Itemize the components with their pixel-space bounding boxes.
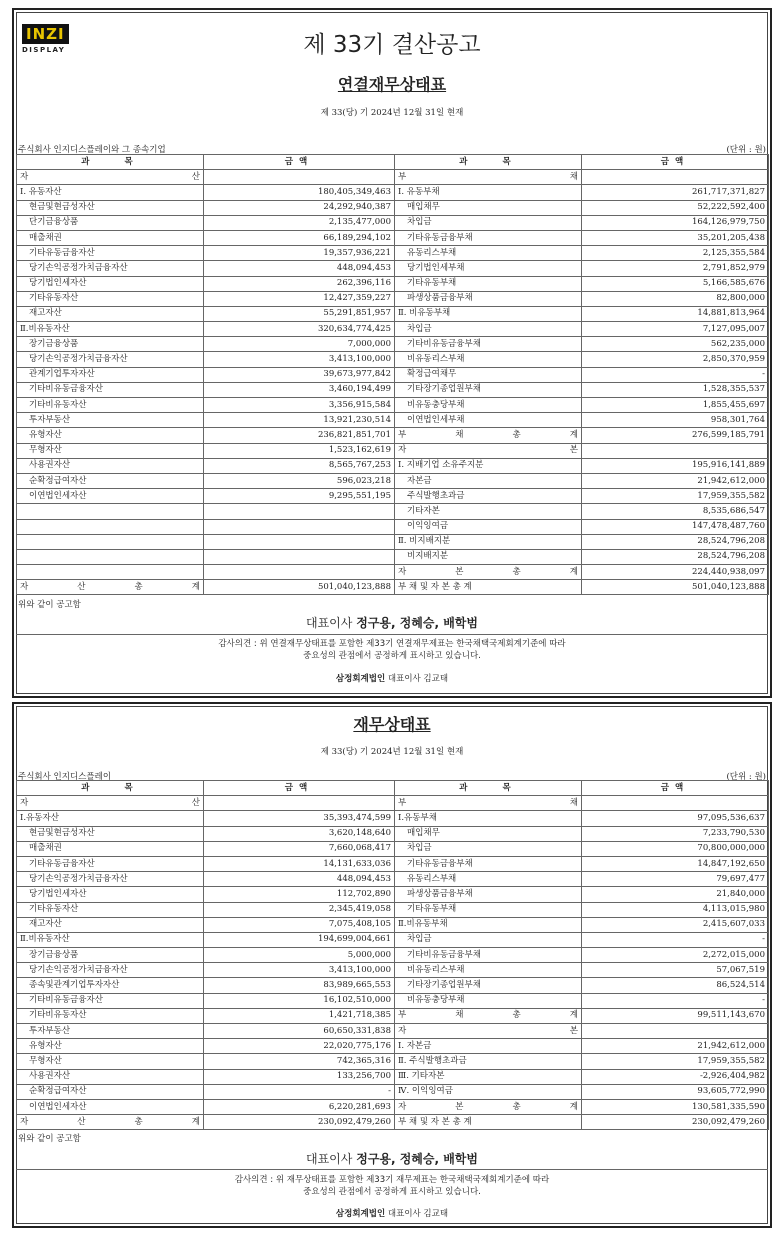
column-header: 금액	[204, 781, 395, 796]
account-amount: 276,599,185,791	[582, 428, 769, 443]
account-name: 비유동충당부채	[395, 398, 582, 413]
account-name: 기타유동금융자산	[17, 246, 204, 261]
section-label-assets: 자 산	[17, 796, 204, 811]
table-row	[17, 306, 769, 321]
account-amount: 2,345,419,058	[204, 902, 395, 917]
table-row	[17, 534, 769, 549]
account-amount: 261,717,371,827	[582, 185, 769, 200]
column-header: 금액	[582, 781, 769, 796]
account-name: 기타유동부채	[395, 902, 582, 917]
account-amount: 1,855,455,697	[582, 398, 769, 413]
account-amount: 2,125,355,584	[582, 246, 769, 261]
account-name: 자 산 총 계	[17, 580, 204, 595]
account-amount: 93,605,772,990	[582, 1084, 769, 1099]
account-name: Ⅱ.비유동부채	[395, 917, 582, 932]
table-row	[17, 1008, 769, 1023]
table-row	[17, 917, 769, 932]
account-name: 자 산 총 계	[17, 1115, 204, 1130]
table-row	[17, 993, 769, 1008]
audit-line-1: 감사의견 : 위 재무상태표를 포함한 제33기 재무제표는 한국채택국제회계기준에 따라	[234, 1175, 550, 1185]
account-amount: 24,292,940,387	[204, 200, 395, 215]
account-name: 부 채 총 계	[395, 428, 582, 443]
account-amount: 5,000,000	[204, 948, 395, 963]
account-name	[17, 534, 204, 549]
account-name: 유동리스부채	[395, 246, 582, 261]
consolidated-unit: (단위 : 원)	[726, 145, 766, 155]
account-amount: 596,023,218	[204, 473, 395, 488]
account-name: 단기금융상품	[17, 215, 204, 230]
account-name: 기타장기종업원부채	[395, 978, 582, 993]
table-row	[17, 1069, 769, 1084]
account-name: 자 본	[395, 1024, 582, 1039]
account-name: Ⅰ. 유동부채	[395, 185, 582, 200]
account-amount: 2,850,370,959	[582, 352, 769, 367]
account-name: 기타유동금융부채	[395, 230, 582, 245]
section-row	[17, 170, 769, 185]
account-name: 파생상품금융부채	[395, 291, 582, 306]
separate-title: 재무상태표	[353, 715, 431, 734]
account-amount: 224,440,938,097	[582, 565, 769, 580]
account-amount	[582, 1024, 769, 1039]
account-name: 기타자본	[395, 504, 582, 519]
table-row	[17, 565, 769, 580]
account-amount: 83,989,665,553	[204, 978, 395, 993]
account-name: Ⅱ. 비유동부채	[395, 306, 582, 321]
account-name: 장기금융상품	[17, 337, 204, 352]
account-amount: 9,295,551,195	[204, 489, 395, 504]
account-name: 파생상품금융부채	[395, 887, 582, 902]
column-header: 과 목	[395, 781, 582, 796]
account-amount: 2,415,607,033	[582, 917, 769, 932]
table-row	[17, 443, 769, 458]
account-name: 기타비유동자산	[17, 398, 204, 413]
table-row	[17, 811, 769, 826]
account-amount: 4,113,015,980	[582, 902, 769, 917]
account-name: 현금및현금성자산	[17, 200, 204, 215]
account-amount: 7,000,000	[204, 337, 395, 352]
account-name: Ⅱ. 비지배지분	[395, 534, 582, 549]
account-amount: 147,478,487,760	[582, 519, 769, 534]
separate-table-body	[17, 781, 769, 1130]
table-row	[17, 428, 769, 443]
separate-audit-opinion	[14, 1174, 770, 1198]
account-amount: 7,075,408,105	[204, 917, 395, 932]
table-row	[17, 382, 769, 397]
account-amount: 7,127,095,007	[582, 322, 769, 337]
table-row	[17, 902, 769, 917]
account-name: Ⅱ.비유동자산	[17, 322, 204, 337]
account-name: 순확정급여자산	[17, 1084, 204, 1099]
table-row	[17, 489, 769, 504]
account-name: 차입금	[395, 932, 582, 947]
account-name: 차입금	[395, 322, 582, 337]
table-row	[17, 473, 769, 488]
account-amount: 133,256,700	[204, 1069, 395, 1084]
account-name: 매입채무	[395, 200, 582, 215]
column-header: 과 목	[17, 781, 204, 796]
account-name: 재고자산	[17, 306, 204, 321]
table-row	[17, 1039, 769, 1054]
account-amount: 99,511,143,670	[582, 1008, 769, 1023]
account-name: 당기손익공정가치금융자산	[17, 261, 204, 276]
account-amount: 262,396,116	[204, 276, 395, 291]
table-row	[17, 246, 769, 261]
account-name: 기타유동자산	[17, 902, 204, 917]
account-amount: 1,528,355,537	[582, 382, 769, 397]
account-amount: 35,393,474,599	[204, 811, 395, 826]
account-name: 비지배지분	[395, 549, 582, 564]
account-amount: 82,800,000	[582, 291, 769, 306]
table-row	[17, 185, 769, 200]
account-name: 기타유동부채	[395, 276, 582, 291]
account-name: 재고자산	[17, 917, 204, 932]
account-amount: -	[582, 993, 769, 1008]
account-amount: 6,220,281,693	[204, 1099, 395, 1114]
table-row	[17, 1099, 769, 1114]
account-amount: 86,524,514	[582, 978, 769, 993]
section-row	[17, 796, 769, 811]
account-amount: 7,660,068,417	[204, 841, 395, 856]
consolidated-signer	[14, 614, 770, 631]
signer-prefix: 대표이사	[305, 616, 353, 630]
account-amount: 13,921,230,514	[204, 413, 395, 428]
account-name: Ⅰ. 자본금	[395, 1039, 582, 1054]
account-amount: 55,291,851,957	[204, 306, 395, 321]
table-header-row	[17, 781, 769, 796]
account-amount: 112,702,890	[204, 887, 395, 902]
audit-line-2: 중요성의 관점에서 공정하게 표시하고 있습니다.	[303, 651, 481, 661]
separate-auditor	[14, 1207, 770, 1219]
account-amount: 35,201,205,438	[582, 230, 769, 245]
separate-unit: (단위 : 원)	[726, 772, 766, 782]
account-amount	[204, 549, 395, 564]
account-name: 투자부동산	[17, 1024, 204, 1039]
account-name: 부 채 총 계	[395, 1008, 582, 1023]
page-title: 제 33기 결산공고	[303, 32, 481, 58]
account-amount: 3,356,915,584	[204, 398, 395, 413]
account-amount: 39,673,977,842	[204, 367, 395, 382]
account-name: Ⅰ. 유동자산	[17, 185, 204, 200]
auditor-firm: 삼정회계법인	[335, 1209, 386, 1219]
account-amount: -	[204, 1084, 395, 1099]
account-name	[17, 565, 204, 580]
table-row	[17, 872, 769, 887]
account-name: 기타장기종업원부채	[395, 382, 582, 397]
account-amount: 501,040,123,888	[582, 580, 769, 595]
table-row	[17, 1115, 769, 1130]
account-amount: 194,699,004,661	[204, 932, 395, 947]
account-name: 매출채권	[17, 230, 204, 245]
account-amount	[204, 519, 395, 534]
table-row	[17, 230, 769, 245]
account-name: 부 채 및 자 본 총 계	[395, 1115, 582, 1130]
account-name: 기타비유동금융부채	[395, 948, 582, 963]
account-amount: 57,067,519	[582, 963, 769, 978]
section-label-assets: 자 산	[17, 170, 204, 185]
account-name: 기타비유동자산	[17, 1008, 204, 1023]
account-amount: 195,916,141,889	[582, 458, 769, 473]
account-amount: 14,131,633,036	[204, 856, 395, 871]
account-name: 현금및현금성자산	[17, 826, 204, 841]
account-amount: 958,301,764	[582, 413, 769, 428]
account-name: 이연법인세자산	[17, 1099, 204, 1114]
account-name: 유형자산	[17, 428, 204, 443]
section-label-liabilities: 부 채	[395, 170, 582, 185]
table-row	[17, 856, 769, 871]
account-amount: 230,092,479,260	[204, 1115, 395, 1130]
consolidated-audit-opinion	[14, 638, 770, 662]
account-amount: 22,020,775,176	[204, 1039, 395, 1054]
table-row	[17, 963, 769, 978]
account-amount: 52,222,592,400	[582, 200, 769, 215]
account-amount: 70,800,000,000	[582, 841, 769, 856]
account-name: 비유동리스부채	[395, 963, 582, 978]
column-header: 과 목	[395, 155, 582, 170]
account-amount: 8,565,767,253	[204, 458, 395, 473]
account-amount: 5,166,585,676	[582, 276, 769, 291]
account-name: 기타비유동금융자산	[17, 382, 204, 397]
account-name: 무형자산	[17, 443, 204, 458]
table-row	[17, 398, 769, 413]
account-amount: 320,634,774,425	[204, 322, 395, 337]
account-amount: 2,135,477,000	[204, 215, 395, 230]
table-row	[17, 504, 769, 519]
account-amount: 164,126,979,750	[582, 215, 769, 230]
divider	[16, 634, 768, 635]
table-row	[17, 1084, 769, 1099]
account-amount	[204, 534, 395, 549]
signer-names: 정구용, 정혜승, 배학범	[356, 1152, 478, 1166]
account-name: 자 본 총 계	[395, 565, 582, 580]
signer-prefix: 대표이사	[305, 1152, 353, 1166]
table-row	[17, 932, 769, 947]
account-amount: 230,092,479,260	[582, 1115, 769, 1130]
account-amount: 79,697,477	[582, 872, 769, 887]
table-row	[17, 887, 769, 902]
table-row	[17, 413, 769, 428]
account-amount: 562,235,000	[582, 337, 769, 352]
account-name: 당기법인세자산	[17, 887, 204, 902]
table-row	[17, 580, 769, 595]
account-amount: 2,272,015,000	[582, 948, 769, 963]
account-name: 기타유동금융자산	[17, 856, 204, 871]
account-name: 자 본	[395, 443, 582, 458]
account-amount	[204, 565, 395, 580]
table-row	[17, 1024, 769, 1039]
consolidated-notice-panel	[12, 8, 772, 698]
account-name: 기타비유동금융부채	[395, 337, 582, 352]
auditor-rep: 대표이사 김교태	[387, 674, 449, 684]
account-amount: 742,365,316	[204, 1054, 395, 1069]
account-name: 유형자산	[17, 1039, 204, 1054]
account-amount: 14,847,192,650	[582, 856, 769, 871]
table-row	[17, 458, 769, 473]
account-name: Ⅲ. 기타자본	[395, 1069, 582, 1084]
account-amount: -	[582, 932, 769, 947]
auditor-rep: 대표이사 김교태	[387, 1209, 449, 1219]
account-amount: -	[582, 367, 769, 382]
account-amount: 180,405,349,463	[204, 185, 395, 200]
account-amount: 3,620,148,640	[204, 826, 395, 841]
account-name: 당기법인세부채	[395, 261, 582, 276]
separate-as-of: 제 33(당) 기 2024년 12월 31일 현재	[320, 747, 464, 757]
table-row	[17, 337, 769, 352]
table-row	[17, 826, 769, 841]
account-name: 확정급여채무	[395, 367, 582, 382]
column-header: 과 목	[17, 155, 204, 170]
account-name: 사용권자산	[17, 1069, 204, 1084]
account-amount: 236,821,851,701	[204, 428, 395, 443]
account-amount: 501,040,123,888	[204, 580, 395, 595]
separate-balance-table	[16, 780, 769, 1130]
consolidated-company: 주식회사 인지디스플레이와 그 종속기업	[18, 145, 166, 155]
account-amount	[582, 443, 769, 458]
account-amount: 3,460,194,499	[204, 382, 395, 397]
account-name: 매출채권	[17, 841, 204, 856]
table-row	[17, 261, 769, 276]
account-name: 관계기업투자자산	[17, 367, 204, 382]
consolidated-balance-table	[16, 154, 769, 595]
account-name: 당기손익공정가치금융자산	[17, 352, 204, 367]
account-name: 이연법인세자산	[17, 489, 204, 504]
account-name: 차입금	[395, 841, 582, 856]
account-amount: 60,650,331,838	[204, 1024, 395, 1039]
account-name: 당기손익공정가치금융자산	[17, 963, 204, 978]
audit-line-2: 중요성의 관점에서 공정하게 표시하고 있습니다.	[303, 1187, 481, 1197]
account-amount: 97,095,536,637	[582, 811, 769, 826]
account-amount: 8,535,686,547	[582, 504, 769, 519]
account-name: Ⅰ.유동자산	[17, 811, 204, 826]
account-name: Ⅱ. 주식발행초과금	[395, 1054, 582, 1069]
account-name: 이연법인세부채	[395, 413, 582, 428]
table-row	[17, 291, 769, 306]
table-row	[17, 1054, 769, 1069]
column-header: 금액	[582, 155, 769, 170]
account-amount: 17,959,355,582	[582, 1054, 769, 1069]
table-row	[17, 978, 769, 993]
account-name: 순확정급여자산	[17, 473, 204, 488]
empty-cell	[204, 170, 395, 185]
account-name	[17, 504, 204, 519]
account-name: 장기금융상품	[17, 948, 204, 963]
account-name: 차입금	[395, 215, 582, 230]
table-row	[17, 215, 769, 230]
account-name: 주식발행초과금	[395, 489, 582, 504]
account-name: Ⅰ.유동부채	[395, 811, 582, 826]
account-name: Ⅱ.비유동자산	[17, 932, 204, 947]
account-name: 당기법인세자산	[17, 276, 204, 291]
account-name: Ⅰ. 지배기업 소유주지분	[395, 458, 582, 473]
table-header-row	[17, 155, 769, 170]
account-amount: 3,413,100,000	[204, 352, 395, 367]
account-amount: 1,421,718,385	[204, 1008, 395, 1023]
signer-names: 정구용, 정혜승, 배학범	[356, 616, 478, 630]
column-header: 금액	[204, 155, 395, 170]
account-amount: 16,102,510,000	[204, 993, 395, 1008]
account-name: 기타비유동금융자산	[17, 993, 204, 1008]
account-name: 매입채무	[395, 826, 582, 841]
account-amount: 448,094,453	[204, 872, 395, 887]
table-row	[17, 549, 769, 564]
account-amount: 28,524,796,208	[582, 534, 769, 549]
logo-mark: INZI	[22, 24, 69, 44]
account-amount: -2,926,404,982	[582, 1069, 769, 1084]
table-row	[17, 519, 769, 534]
account-name: 이익잉여금	[395, 519, 582, 534]
table-row	[17, 200, 769, 215]
account-name: 기타유동자산	[17, 291, 204, 306]
account-amount	[204, 504, 395, 519]
divider	[16, 1169, 768, 1170]
account-name: 사용권자산	[17, 458, 204, 473]
separate-note: 위와 같이 공고함	[18, 1134, 81, 1144]
consolidated-title: 연결재무상태표	[337, 75, 447, 94]
account-name: 기타유동금융부채	[395, 856, 582, 871]
account-name: 당기손익공정가치금융자산	[17, 872, 204, 887]
consolidated-table-body	[17, 155, 769, 595]
account-amount: 3,413,100,000	[204, 963, 395, 978]
account-amount: 7,233,790,530	[582, 826, 769, 841]
account-amount: 2,791,852,979	[582, 261, 769, 276]
empty-cell	[582, 170, 769, 185]
account-amount: 448,094,453	[204, 261, 395, 276]
account-name: 무형자산	[17, 1054, 204, 1069]
audit-line-1: 감사의견 : 위 연결재무상태표를 포함한 제33기 연결재무제표는 한국채택국제회계기준에 따라	[218, 639, 566, 649]
logo-subtext: DISPLAY	[22, 46, 66, 54]
account-amount: 28,524,796,208	[582, 549, 769, 564]
account-name: 유동리스부채	[395, 872, 582, 887]
account-name: 종속및관계기업투자자산	[17, 978, 204, 993]
account-name: 자본금	[395, 473, 582, 488]
account-amount: 21,840,000	[582, 887, 769, 902]
auditor-firm: 삼정회계법인	[335, 674, 386, 684]
account-name: 비유동리스부채	[395, 352, 582, 367]
account-name	[17, 549, 204, 564]
section-label-liabilities: 부 채	[395, 796, 582, 811]
account-amount: 21,942,612,000	[582, 473, 769, 488]
account-amount: 14,881,813,964	[582, 306, 769, 321]
account-amount: 19,357,936,221	[204, 246, 395, 261]
table-row	[17, 367, 769, 382]
empty-cell	[582, 796, 769, 811]
consolidated-note: 위와 같이 공고함	[18, 600, 81, 610]
account-name	[17, 519, 204, 534]
account-amount: 130,581,335,590	[582, 1099, 769, 1114]
table-row	[17, 276, 769, 291]
account-name: 부 채 및 자 본 총 계	[395, 580, 582, 595]
consolidated-auditor	[14, 672, 770, 684]
account-name: 비유동충당부채	[395, 993, 582, 1008]
separate-notice-panel	[12, 702, 772, 1228]
table-row	[17, 948, 769, 963]
empty-cell	[204, 796, 395, 811]
account-amount: 21,942,612,000	[582, 1039, 769, 1054]
account-name: Ⅳ. 이익잉여금	[395, 1084, 582, 1099]
consolidated-as-of: 제 33(당) 기 2024년 12월 31일 현재	[320, 108, 464, 118]
separate-company: 주식회사 인지디스플레이	[18, 772, 112, 782]
separate-signer	[14, 1150, 770, 1167]
account-name: 투자부동산	[17, 413, 204, 428]
table-row	[17, 322, 769, 337]
table-row	[17, 352, 769, 367]
account-name: 자 본 총 계	[395, 1099, 582, 1114]
table-row	[17, 841, 769, 856]
account-amount: 1,523,162,619	[204, 443, 395, 458]
account-amount: 66,189,294,102	[204, 230, 395, 245]
account-amount: 17,959,355,582	[582, 489, 769, 504]
account-amount: 12,427,359,227	[204, 291, 395, 306]
